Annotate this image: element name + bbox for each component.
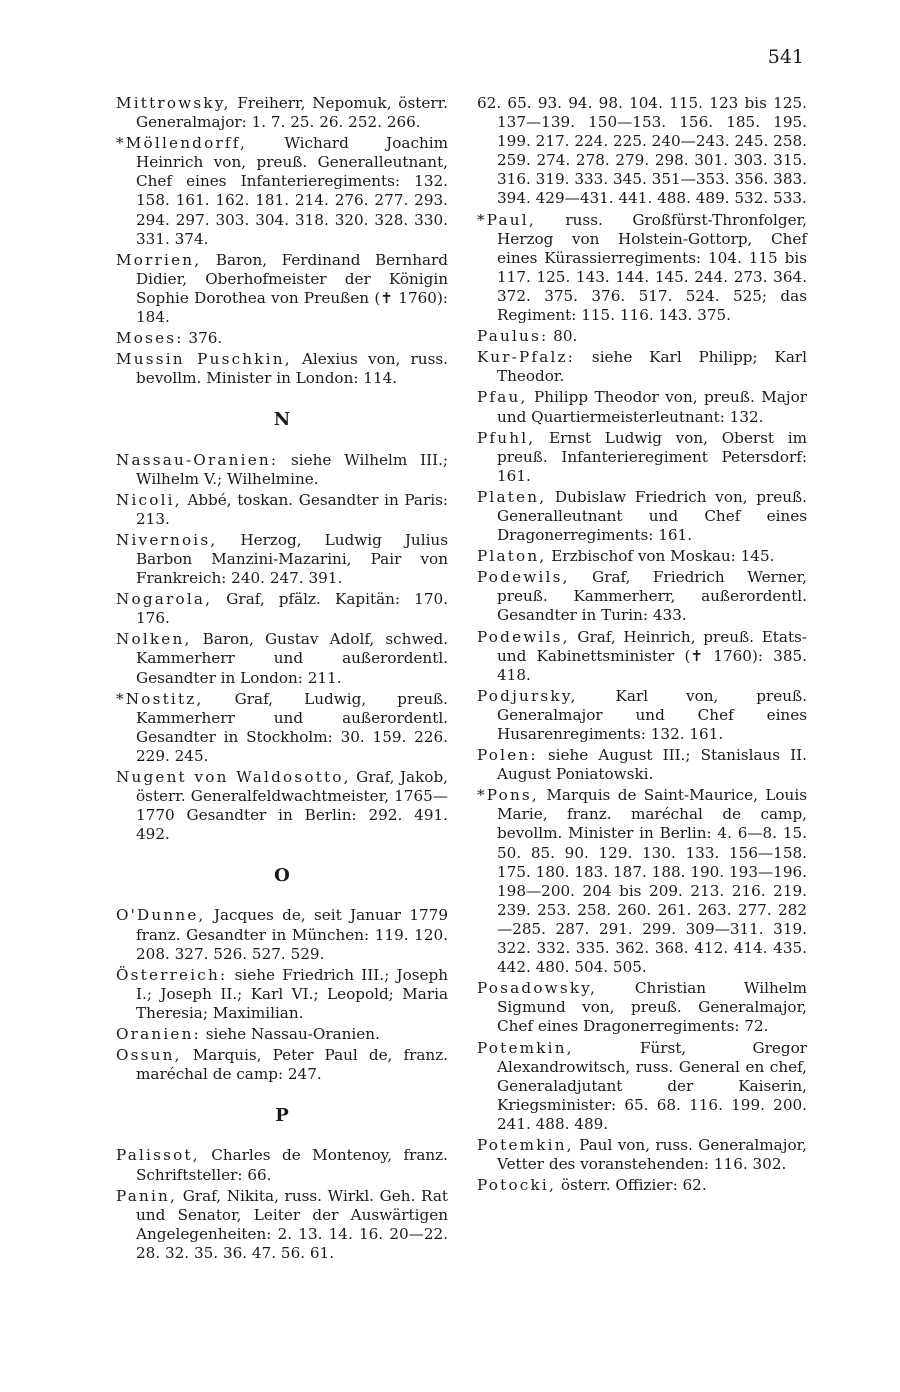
entry-headword: Pfuhl, — [477, 428, 536, 447]
letter-heading-p: P — [275, 1105, 289, 1127]
index-entry — [116, 329, 448, 348]
entry-text: siehe August III.; Stanislaus II. August Poniatowski. — [497, 746, 808, 784]
index-entry — [477, 568, 807, 625]
entry-text: Baron, Ferdinand Bernhard Didier, Oberhofmeister der Königin Sophie Dorothea von Preußen (✝ 1760): 184. — [136, 250, 449, 327]
index-entry — [116, 531, 448, 588]
entries-m — [116, 94, 448, 388]
entry-headword: Palissot, — [116, 1146, 200, 1165]
entry-text: Philipp Theodor von, preuß. Major und Quartiermeisterleutnant: 132. — [497, 388, 808, 426]
entry-text: russ. Großfürst-Thronfolger, Herzog von Holstein-Gottorp, Chef eines Kürassierregiments: 104. 115 bis 117. 125. 143. 144. 145. 244. 273. 364. 372. 375. 376. 517. 524. 525; das Regiment: 115. 116. 143. 375. — [497, 210, 807, 325]
index-entry — [477, 348, 807, 386]
entry-headword: Nivernois, — [116, 530, 218, 549]
index-entry — [477, 1176, 807, 1195]
entry-text: Marquis, Peter Paul de, franz. maréchal de camp: 247. — [136, 1046, 448, 1084]
entry-headword: Paulus: — [477, 327, 549, 346]
entry-headword: Ossun, — [116, 1046, 182, 1065]
entries-p-right — [477, 211, 807, 1196]
page-number: 541 — [767, 46, 804, 68]
index-entry — [477, 488, 807, 545]
entry-headword: Nicoli, — [116, 490, 182, 509]
entries-p — [116, 1146, 448, 1263]
entry-text: siehe Nassau-Oranien. — [205, 1025, 380, 1044]
entry-text: Ernst Ludwig von, Oberst im preuß. Infanterieregiment Petersdorf: 161. — [497, 428, 807, 485]
entry-text: Jacques de, seit Januar 1779 franz. Gesandter in München: 119. 120. 208. 327. 526. 527. 529. — [136, 906, 448, 963]
index-entry — [477, 547, 807, 566]
entry-headword: Platen, — [477, 487, 547, 506]
entry-text: siehe Friedrich III.; Joseph I.; Joseph II.; Karl VI.; Leopold; Maria Theresia; Maximilian. — [136, 965, 449, 1022]
index-entry — [116, 906, 448, 963]
entry-headword: Mussin Puschkin, — [116, 350, 292, 369]
index-entry — [477, 628, 807, 685]
entry-headword: Polen: — [477, 746, 538, 765]
index-entry — [116, 690, 448, 766]
entry-headword: Oranien: — [116, 1025, 201, 1044]
index-entry — [116, 768, 448, 844]
index-entry — [477, 327, 807, 346]
index-entry — [477, 388, 807, 426]
index-entry — [477, 687, 807, 744]
index-entry — [116, 1187, 448, 1263]
index-entry — [116, 134, 448, 249]
index-entry — [477, 429, 807, 486]
entries-o — [116, 906, 448, 1084]
entry-headword: *Möllendorff, — [116, 134, 248, 153]
index-entry — [116, 491, 448, 529]
entry-text: Wichard Joachim Heinrich von, preuß. Generalleutnant, Chef eines Infanterieregiments: 132. 158. 161. 162. 181. 214. 276. 277. 293. 294. 297. 303. 304. 318. 320. 328. 330. 331. 374. — [136, 134, 449, 248]
entry-text: Baron, Gustav Adolf, schwed. Kammerherr und außerordentl. Gesandter in London: 211. — [136, 630, 449, 687]
index-entry — [116, 590, 448, 628]
entry-text: Graf, Friedrich Werner, preuß. Kammerherr, außerordentl. Gesandter in Turin: 433. — [497, 568, 808, 625]
entry-headword: Österreich: — [116, 965, 228, 984]
index-entry — [477, 1039, 807, 1134]
entry-headword: Nolken, — [116, 630, 192, 649]
entry-text: Graf, pfälz. Kapitän: 170. 176. — [136, 590, 448, 628]
entry-text: Fürst, Gregor Alexandrowitsch, russ. General en chef, Generaladjutant der Kaiserin, Kriegsminister: 65. 68. 116. 199. 200. 241. 488. 489. — [497, 1038, 807, 1133]
entry-headword: Potocki, — [477, 1176, 556, 1195]
entry-headword: *Nostitz, — [116, 689, 204, 708]
entry-text: siehe Karl Philipp; Karl Theodor. — [497, 348, 808, 386]
right-column — [477, 94, 807, 1197]
entry-headword: Kur-Pfalz: — [477, 348, 576, 367]
entry-headword: Podewils, — [477, 568, 570, 587]
entry-headword: Podewils, — [477, 627, 570, 646]
index-entry — [116, 350, 448, 388]
entry-headword: *Pons, — [477, 786, 539, 805]
entry-text: Paul von, russ. Generalmajor, Vetter des voranstehenden: 116. 302. — [497, 1135, 808, 1174]
left-column — [116, 94, 448, 1265]
index-entry — [477, 1136, 807, 1174]
entry-headword: Pfau, — [477, 388, 528, 407]
index-entry — [477, 786, 807, 977]
entry-text: Charles de Montenoy, franz. Schriftsteller: 66. — [136, 1146, 448, 1184]
entry-text: Marquis de Saint-Maurice, Louis Marie, franz. maréchal de camp, bevollm. Minister in Berlin: 4. 6—8. 15. 50. 85. 90. 129. 130. 133. 156—158. 175. 180. 183. 187. 188. 190. 193—196. 198—200. 204 bis 209. 213. 216. 219. 239. 253. 258. 260. 261. 263. 277. 282—285. 287. 291. 299. 309—311. 319. 322. 332. 335. 362. 368. 412. 414. 435. 442. 480. 504. 505. — [497, 786, 807, 977]
entry-text: Graf, Heinrich, preuß. Etats- und Kabinettsminister (✝ 1760): 385. 418. — [497, 627, 807, 684]
entry-headword: Nogarola, — [116, 590, 213, 609]
entries-n — [116, 451, 448, 845]
entry-headword: Morrien, — [116, 250, 202, 269]
entry-text: Graf, Jakob, österr. Generalfeldwachtmeister, 1765—1770 Gesandter in Berlin: 292. 491. 492. — [136, 768, 448, 844]
index-entry — [116, 451, 448, 489]
index-entry — [116, 966, 448, 1023]
index-entry-continuation: 62. 65. 93. 94. 98. 104. 115. 123 bis 125. 137—139. 150—153. 156. 185. 195. 199. 217. 224. 225. 240—243. 245. 258. 259. 274. 278. 279. 298. 301. 303. 315. 316. 319. 333. 345. 351—353. 356. 383. 394. 429—431. 441. 488. 489. 532. 533. — [477, 94, 807, 208]
index-entry — [116, 251, 448, 327]
entry-headword: Podjursky, — [477, 686, 578, 705]
letter-heading-n: N — [273, 409, 291, 431]
entry-text: siehe Wilhelm III.; Wilhelm V.; Wilhelmine. — [136, 450, 449, 488]
entry-headword: Moses: — [116, 329, 184, 348]
index-entry — [477, 211, 807, 326]
entry-text: Karl von, preuß. Generalmajor und Chef eines Husarenregiments: 132. 161. — [497, 686, 807, 743]
entry-text: Christian Wilhelm Sigmund von, preuß. Generalmajor, Chef eines Dragonerregiments: 72. — [497, 979, 807, 1036]
entry-headword: Nassau-Oranien: — [116, 450, 279, 469]
index-entry — [116, 630, 448, 687]
entry-text: österr. Offizier: 62. — [560, 1176, 707, 1195]
entry-text: Dubislaw Friedrich von, preuß. Generalleutnant und Chef eines Dragonerregiments: 161. — [497, 487, 807, 545]
entry-headword: Posadowsky, — [477, 979, 598, 998]
entry-text: 376. — [188, 329, 223, 348]
index-entry — [477, 979, 807, 1036]
letter-heading-o: O — [274, 865, 290, 887]
entry-headword: Mittrowsky, — [116, 94, 231, 112]
entry-text: Graf, Ludwig, preuß. Kammerherr und außerordentl. Gesandter in Stockholm: 30. 159. 226. 229. 245. — [136, 689, 448, 765]
index-entry — [116, 94, 448, 132]
entry-headword: O'Dunne, — [116, 906, 206, 925]
index-entry — [116, 1146, 448, 1184]
entry-text: 80. — [553, 327, 578, 346]
index-entry — [477, 746, 807, 784]
entry-headword: Potemkin, — [477, 1038, 574, 1057]
entry-headword: Potemkin, — [477, 1135, 574, 1154]
index-entry — [116, 1025, 448, 1044]
entry-text: Abbé, toskan. Gesandter in Paris: 213. — [136, 490, 448, 528]
entry-headword: Nugent von Waldosotto, — [116, 768, 351, 786]
entry-headword: Panin, — [116, 1186, 178, 1205]
entry-headword: Platon, — [477, 547, 547, 566]
entry-headword: *Paul, — [477, 210, 536, 229]
entry-text: Herzog, Ludwig Julius Barbon Manzini-Mazarini, Pair von Frankreich: 240. 247. 391. — [136, 530, 448, 588]
entry-text: Erzbischof von Moskau: 145. — [551, 547, 775, 566]
entry-text: Freiherr, Nepomuk, österr. Generalmajor: 1. 7. 25. 26. 252. 266. — [136, 94, 449, 132]
entry-text: Alexius von, russ. bevollm. Minister in London: 114. — [136, 350, 448, 388]
entry-text: Graf, Nikita, russ. Wirkl. Geh. Rat und Senator, Leiter der Auswärtigen Angelegenheiten: 2. 13. 14. 16. 20—22. 28. 32. 35. 36. 47. 56. 61. — [136, 1186, 448, 1262]
index-entry — [116, 1046, 448, 1084]
